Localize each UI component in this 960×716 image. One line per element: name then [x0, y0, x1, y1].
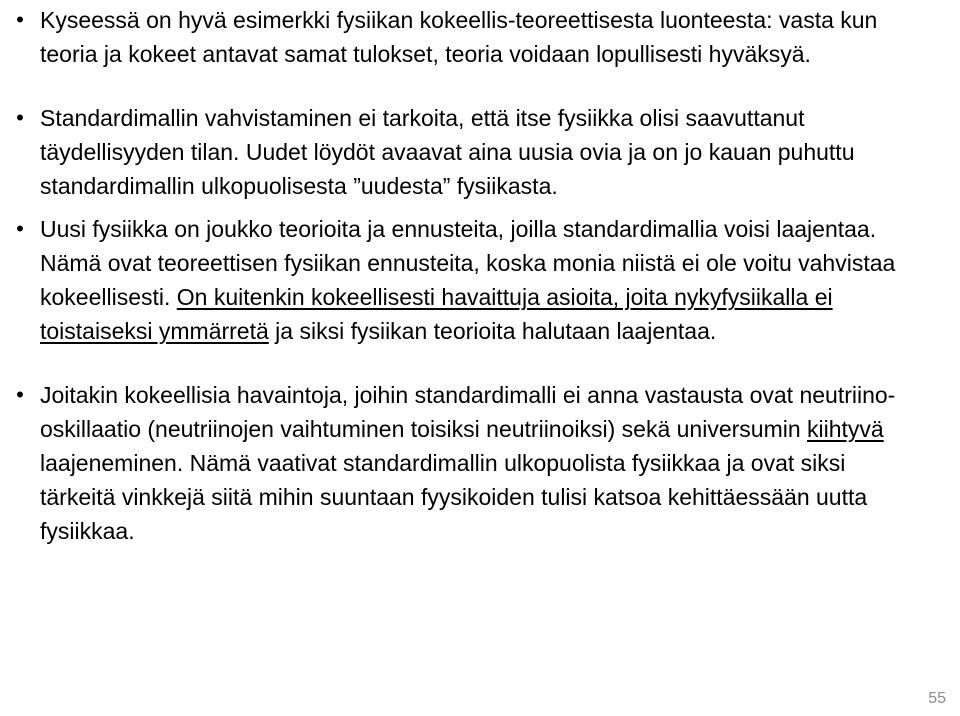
- bullet-marker: •: [16, 105, 24, 130]
- bullet-item: [0, 212, 920, 348]
- bullet-text: laajeneminen. Nämä vaativat standardimallin ulkopuolista fysiikkaa ja ovat siksi tärkeitä vinkkejä siitä mihin suuntaan fyysikoiden tulisi katsoa kehittäessään uutta fysiikkaa.: [40, 450, 868, 544]
- underlined-text: kiihtyvä: [807, 416, 884, 442]
- bullet-marker: •: [16, 382, 24, 407]
- bullet-text: ja siksi fysiikan teorioita halutaan laajentaa.: [268, 318, 717, 344]
- page-number: 55: [928, 690, 946, 707]
- bullet-item: [0, 3, 920, 71]
- bullet-text: Kyseessä on hyvä esimerkki fysiikan kokeellis-teoreettisesta luonteesta: vasta kun teoria ja kokeet antavat samat tulokset, teoria voidaan lopullisesti hyväksyä.: [40, 7, 878, 67]
- bullet-text: Uusi fysiikka on joukko teorioita ja ennusteita, joilla standardimallia voisi laajentaa. Nämä ovat teoreettisen fysiikan ennusteita, koska monia niistä ei ole voitu vahvistaa kokeellisesti.: [40, 216, 896, 310]
- bullet-item: [0, 101, 920, 203]
- bullet-text: Joitakin kokeellisia havaintoja, joihin standardimalli ei anna vastausta ovat neutriino-oskillaatio (neutriinojen vaihtuminen toisiksi neutriinoiksi) sekä universumin: [40, 382, 896, 442]
- underlined-text: On kuitenkin kokeellisesti havaittuja asioita, joita nykyfysiikalla ei toistaiseksi ymmärretä: [40, 284, 833, 344]
- bullet-marker: •: [16, 216, 24, 241]
- bullet-marker: •: [16, 7, 24, 32]
- bullet-item: [0, 378, 920, 548]
- bullet-text: Standardimallin vahvistaminen ei tarkoita, että itse fysiikka olisi saavuttanut täydellisyyden tilan. Uudet löydöt avaavat aina uusia ovia ja on jo kauan puhuttu standardimallin ulkopuolisesta ”uudesta” fysiikasta.: [40, 105, 855, 199]
